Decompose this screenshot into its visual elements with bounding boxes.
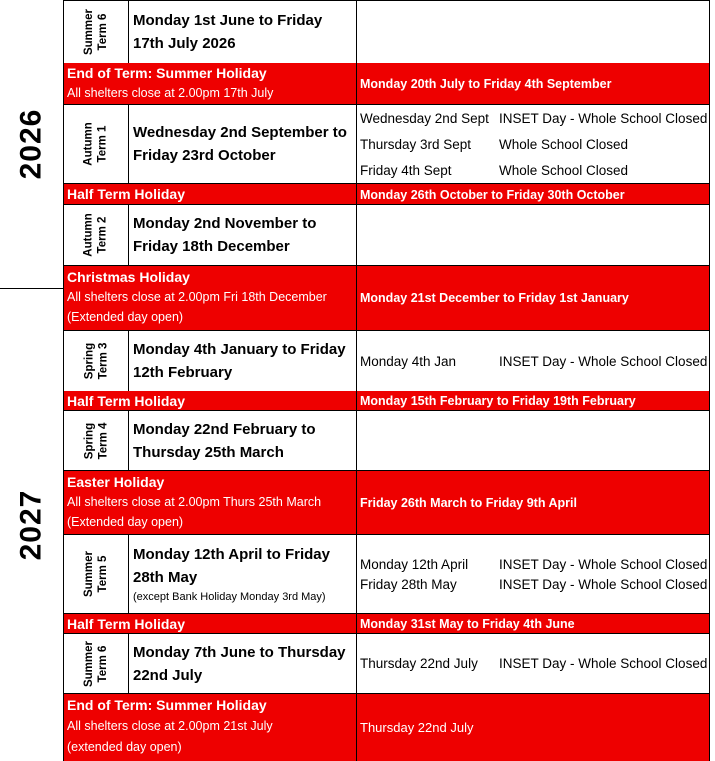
holiday-dates: Friday 26th March to Friday 9th April [357, 471, 709, 534]
term-label-cell [64, 411, 128, 470]
holiday-title: Half Term Holiday [67, 616, 185, 632]
holiday-note: (Extended day open) [67, 515, 184, 529]
info-row: Monday 4th Jan INSET Day - Whole School Closed [360, 353, 708, 369]
grid-line [356, 0, 357, 761]
term-dates: Wednesday 2nd September to Friday 23rd October [133, 124, 347, 164]
holiday-title: Half Term Holiday [67, 186, 185, 202]
info-row: Monday 12th April INSET Day - Whole School Closed [360, 556, 708, 572]
holiday-title-cell [64, 266, 356, 330]
info-row: Thursday 3rd Sept Whole School Closed [360, 136, 629, 152]
holiday-dates: Monday 26th October to Friday 30th October [357, 184, 709, 205]
holiday-dates: Monday 31st May to Friday 4th June [357, 614, 709, 634]
grid-line [63, 330, 710, 331]
holiday-dates: Monday 15th February to Friday 19th February [357, 391, 709, 411]
info-row: Friday 28th May INSET Day - Whole School Closed [360, 576, 708, 592]
holiday-note: All shelters close at 2.00pm 17th July [67, 86, 274, 100]
holiday-note: All shelters close at 2.00pm 21st July [67, 719, 273, 733]
holiday-dates: Monday 21st December to Friday 1st January [357, 266, 709, 330]
year-cell-2026 [0, 0, 63, 288]
term-info [357, 634, 709, 693]
holiday-note: All shelters close at 2.00pm Fri 18th December [67, 290, 327, 304]
term-info [357, 105, 709, 183]
term-label-cell [64, 205, 128, 265]
holiday-title: Christmas Holiday [67, 269, 190, 285]
holiday-note: (extended day open) [67, 740, 182, 754]
holiday-title-cell [64, 391, 356, 411]
grid-line [63, 534, 710, 535]
holiday-title: End of Term: Summer Holiday [67, 65, 267, 81]
term-label-cell [64, 634, 128, 693]
holiday-note: (Extended day open) [67, 310, 184, 324]
grid-line [0, 288, 64, 289]
grid-line [128, 634, 129, 694]
holiday-dates: Monday 20th July to Friday 4th September [357, 63, 709, 105]
holiday-title-cell [64, 471, 356, 534]
grid-line [63, 183, 710, 184]
term-label-cell [64, 105, 128, 183]
term-note: (except Bank Holiday Monday 3rd May) [133, 591, 326, 603]
term-label-cell [64, 331, 128, 391]
holiday-title: Half Term Holiday [67, 393, 185, 409]
term-dates: Monday 12th April to Friday 28th May (except Bank Holiday Monday 3rd May) [129, 535, 356, 613]
grid-line [128, 205, 129, 266]
grid-line [63, 470, 710, 471]
grid-line [128, 331, 129, 391]
holiday-title-cell [64, 614, 356, 634]
term-dates: Monday 7th June to Thursday 22nd July [133, 643, 346, 684]
info-row: Friday 4th Sept Whole School Closed [360, 162, 629, 178]
term-dates: Monday 1st June to Friday 17th July 2026 [133, 12, 323, 52]
grid-line [63, 410, 710, 411]
term-info [357, 331, 709, 391]
year-label: 2026 [14, 108, 48, 180]
grid-line [63, 613, 710, 614]
year-cell-2027 [0, 288, 63, 761]
grid-line [128, 535, 129, 614]
holiday-title: End of Term: Summer Holiday [67, 697, 267, 713]
grid-line [63, 265, 710, 266]
info-row: Thursday 22nd July INSET Day - Whole School Closed [360, 656, 708, 671]
year-label: 2027 [14, 489, 48, 560]
term-label: Summer Term 5 [83, 550, 109, 598]
grid-line [63, 633, 710, 634]
grid-line [63, 104, 710, 105]
term-label: Autumn Term 1 [83, 122, 109, 166]
grid-line [63, 693, 710, 694]
holiday-title: Easter Holiday [67, 474, 165, 490]
term-label: Summer Term 6 [83, 640, 109, 687]
grid-line [128, 105, 129, 184]
holiday-title-cell [64, 63, 356, 105]
term-label: Spring Term 3 [82, 342, 109, 380]
holiday-note: All shelters close at 2.00pm Thurs 25th March [67, 495, 322, 509]
grid-line [128, 0, 129, 63]
grid-line [63, 204, 710, 205]
holiday-dates: Thursday 22nd July [357, 694, 709, 761]
term-dates: Monday 2nd November to Friday 18th December [133, 215, 317, 255]
grid-line [128, 411, 129, 471]
term-dates: Monday 4th January to Friday 12th February [133, 341, 346, 381]
holiday-title-cell [64, 694, 356, 761]
grid-line [709, 0, 710, 761]
term-label: Spring Term 4 [82, 422, 109, 459]
term-label-cell [64, 1, 128, 63]
term-info [357, 535, 709, 613]
grid-line [63, 0, 64, 761]
term-label: Autumn Term 2 [83, 213, 109, 257]
term-label-cell [64, 535, 128, 613]
term-dates: Monday 22nd February to Thursday 25th March [133, 420, 316, 461]
grid-line [63, 0, 710, 1]
info-row: Wednesday 2nd Sept INSET Day - Whole School Closed [360, 110, 708, 126]
holiday-title-cell [64, 184, 356, 205]
term-label: Summer Term 6 [83, 8, 109, 56]
